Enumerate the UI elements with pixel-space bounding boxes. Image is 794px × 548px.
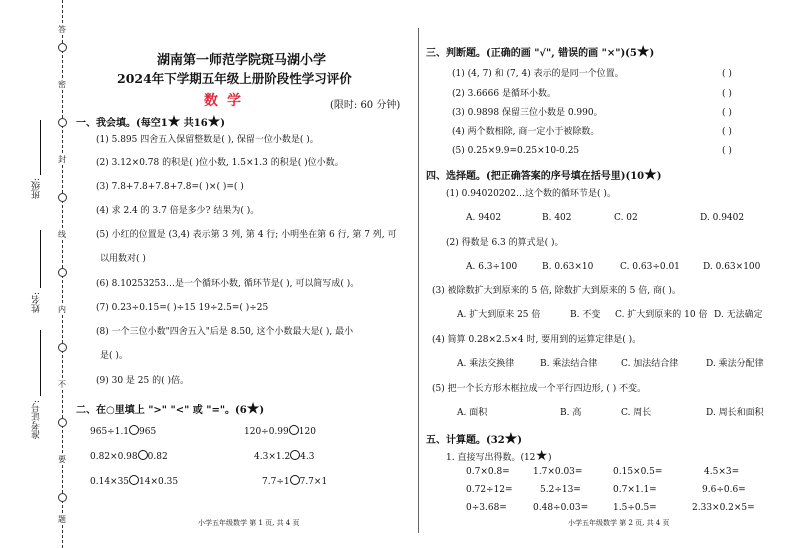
choice-option[interactable]: B. 0.63×10	[542, 262, 594, 272]
seal-char: 线	[58, 230, 66, 239]
binding-hole	[58, 193, 67, 202]
compare-item: 0.82×0.98 0.82	[90, 452, 168, 462]
section5-title: 五、计算题。(32★)	[426, 431, 522, 447]
seal-char: 密	[58, 80, 66, 89]
choice-option[interactable]: D. 乘法分配律	[706, 359, 764, 369]
seal-char: 封	[58, 155, 66, 164]
choice-question-4: (4) 简算 0.28×2.5×4 时, 要用到的运算定律是( )。	[432, 335, 642, 345]
choice-option[interactable]: A. 9402	[466, 213, 502, 223]
answer-circle[interactable]	[289, 425, 299, 435]
binding-hole	[58, 343, 67, 352]
judge-paren[interactable]: ( )	[722, 146, 732, 156]
fill-item-3: (3) 7.8+7.8+7.8+7.8=( )×( )=( )	[96, 182, 244, 192]
seal-char: 答	[58, 25, 66, 34]
choice-option[interactable]: A. 乘法交换律	[457, 359, 515, 369]
calc-item: 2.33×0.2×5=	[692, 503, 755, 513]
answer-circle[interactable]	[129, 425, 139, 435]
name-blank[interactable]	[40, 230, 41, 288]
compare-item: 0.14×35 14×0.35	[90, 477, 179, 487]
subject-title: 数学	[204, 93, 250, 109]
judge-item-4: (4) 两个数相除, 商一定小于被除数。	[452, 127, 600, 137]
choice-option[interactable]: D. 0.9402	[700, 213, 745, 223]
judge-item-5: (5) 0.25×9.9=0.25×10-0.25	[452, 146, 580, 156]
fill-item-5: (5) 小红的位置是 (3,4) 表示第 3 列, 第 4 行; 小明坐在第 6 行, 第 7 列, 可	[96, 230, 397, 240]
compare-item: 4.3×1.2 4.3	[254, 452, 315, 462]
calc-item: 0.15×0.5=	[613, 467, 663, 477]
exam-number-label: 准考证号:	[32, 400, 42, 440]
choice-option[interactable]: D. 无法确定	[714, 310, 763, 320]
calc-item: 1.7×0.03=	[533, 467, 583, 477]
school-name: 湖南第一师范学院斑马湖小学	[157, 53, 327, 68]
choice-option[interactable]: A. 6.3÷100	[466, 262, 518, 272]
fill-item-4: (4) 求 2.4 的 3.7 倍是多少? 结果为( )。	[96, 206, 260, 216]
judge-paren[interactable]: ( )	[722, 89, 732, 99]
choice-option[interactable]: B. 402	[542, 213, 572, 223]
fill-item-2: (2) 3.12×0.78 的积是( )位小数, 1.5×1.3 的积是( )位小数。	[96, 158, 344, 168]
choice-option[interactable]: B. 高	[560, 408, 582, 418]
seal-char: 题	[58, 515, 66, 524]
calc-item: 0.48÷0.03=	[533, 503, 589, 513]
section1-title: 一、我会填。(每空1★ 共16★)	[76, 114, 225, 130]
seal-char: 内	[58, 305, 66, 314]
choice-option[interactable]: C. 加法结合律	[621, 359, 679, 369]
calc-item: 1.5÷0.5=	[613, 503, 657, 513]
judge-item-3: (3) 0.9898 保留三位小数是 0.990。	[452, 108, 603, 118]
choice-option[interactable]: C. 周长	[621, 408, 652, 418]
choice-option[interactable]: C. 02	[614, 213, 638, 223]
class-label: 班级:	[32, 178, 42, 200]
time-limit: (限时: 60 分钟)	[330, 100, 401, 111]
choice-question-1: (1) 0.94020202…这个数的循环节是( )。	[446, 189, 616, 199]
exam-title: 2024年下学期五年级上册阶段性学习评价	[117, 71, 352, 86]
answer-circle[interactable]	[290, 450, 300, 460]
fill-item-8: (8) 一个三位小数"四舍五入"后是 8.50, 这个小数最大是( ), 最小	[96, 327, 354, 337]
choice-option[interactable]: A. 扩大到原来 25 倍	[457, 310, 541, 320]
choice-question-3: (3) 被除数扩大到原来的 5 倍, 除数扩大到原来的 5 倍, 商( )。	[432, 286, 681, 296]
choice-option[interactable]: C. 扩大到原来的 10 倍	[615, 310, 708, 320]
section2-title: 二、在○里填上 ">" "<" 或 "="。(6★)	[76, 401, 265, 417]
answer-circle[interactable]	[129, 475, 139, 485]
seal-char: 不	[58, 380, 66, 389]
class-blank[interactable]	[40, 120, 41, 175]
calc-item: 9.6÷0.6=	[702, 485, 746, 495]
exam-number-blank[interactable]	[40, 330, 41, 396]
calc-item: 0.7×0.8=	[466, 467, 510, 477]
column-divider	[418, 28, 419, 533]
choice-option[interactable]: A. 面积	[457, 408, 488, 418]
choice-option[interactable]: B. 不变	[570, 310, 601, 320]
answer-circle[interactable]	[138, 450, 148, 460]
binding-hole	[58, 118, 67, 127]
section5-subtitle: 1. 直接写出得数。(12★)	[446, 448, 552, 464]
fill-item-9: (9) 30 是 25 的( )倍。	[96, 376, 189, 386]
compare-item: 7.7÷1 7.7×1	[262, 477, 328, 487]
seal-char: 要	[58, 455, 66, 464]
calc-item: 4.5×3=	[704, 467, 740, 477]
fill-item-5-cont: 以用数对( )	[100, 254, 146, 264]
fill-item-1: (1) 5.895 四舍五入保留整数是( ), 保留一位小数是( )。	[96, 135, 319, 145]
name-label: 姓名:	[32, 292, 42, 314]
choice-option[interactable]: C. 0.63÷0.01	[620, 262, 680, 272]
calc-item: 0.72÷12=	[466, 485, 513, 495]
choice-question-2: (2) 得数是 6.3 的算式是( )。	[446, 238, 564, 248]
calc-item: 5.2÷13=	[540, 485, 581, 495]
binding-hole	[58, 493, 67, 502]
choice-option[interactable]: D. 周长和面积	[706, 408, 764, 418]
compare-item: 120÷0.99 120	[244, 427, 316, 437]
choice-question-5: (5) 把一个长方形木框拉成一个平行四边形, ( ) 不变。	[432, 384, 647, 394]
page-footer-left: 小学五年级数学 第 1 页, 共 4 页	[198, 519, 300, 527]
judge-paren[interactable]: ( )	[722, 69, 732, 79]
judge-paren[interactable]: ( )	[722, 108, 732, 118]
compare-item: 965÷1.1 965	[90, 427, 157, 437]
binding-hole	[58, 43, 67, 52]
answer-circle[interactable]	[290, 475, 300, 485]
judge-paren[interactable]: ( )	[722, 127, 732, 137]
judge-item-1: (1) (4, 7) 和 (7, 4) 表示的是同一个位置。	[452, 69, 624, 79]
judge-item-2: (2) 3.6666 是循环小数。	[452, 89, 556, 99]
fill-item-8-cont: 是( )。	[100, 351, 128, 361]
fill-item-7: (7) 0.23÷0.15=( )÷15 19÷2.5=( )÷25	[96, 303, 269, 313]
choice-option[interactable]: D. 0.63×100	[703, 262, 761, 272]
section3-title: 三、判断题。(正确的画 "√", 错误的画 "×")(5★)	[426, 44, 655, 60]
page-footer-right: 小学五年级数学 第 2 页, 共 4 页	[568, 519, 670, 527]
choice-option[interactable]: B. 乘法结合律	[540, 359, 598, 369]
binding-hole	[58, 268, 67, 277]
calc-item: 0.7×1.1=	[613, 485, 657, 495]
section4-title: 四、选择题。(把正确答案的序号填在括号里)(10★)	[426, 167, 662, 183]
fill-item-6: (6) 8.10253253…是一个循环小数, 循环节是( ), 可以简写成( )。	[96, 279, 360, 289]
calc-item: 0÷3.68=	[466, 503, 507, 513]
binding-hole	[58, 418, 67, 427]
